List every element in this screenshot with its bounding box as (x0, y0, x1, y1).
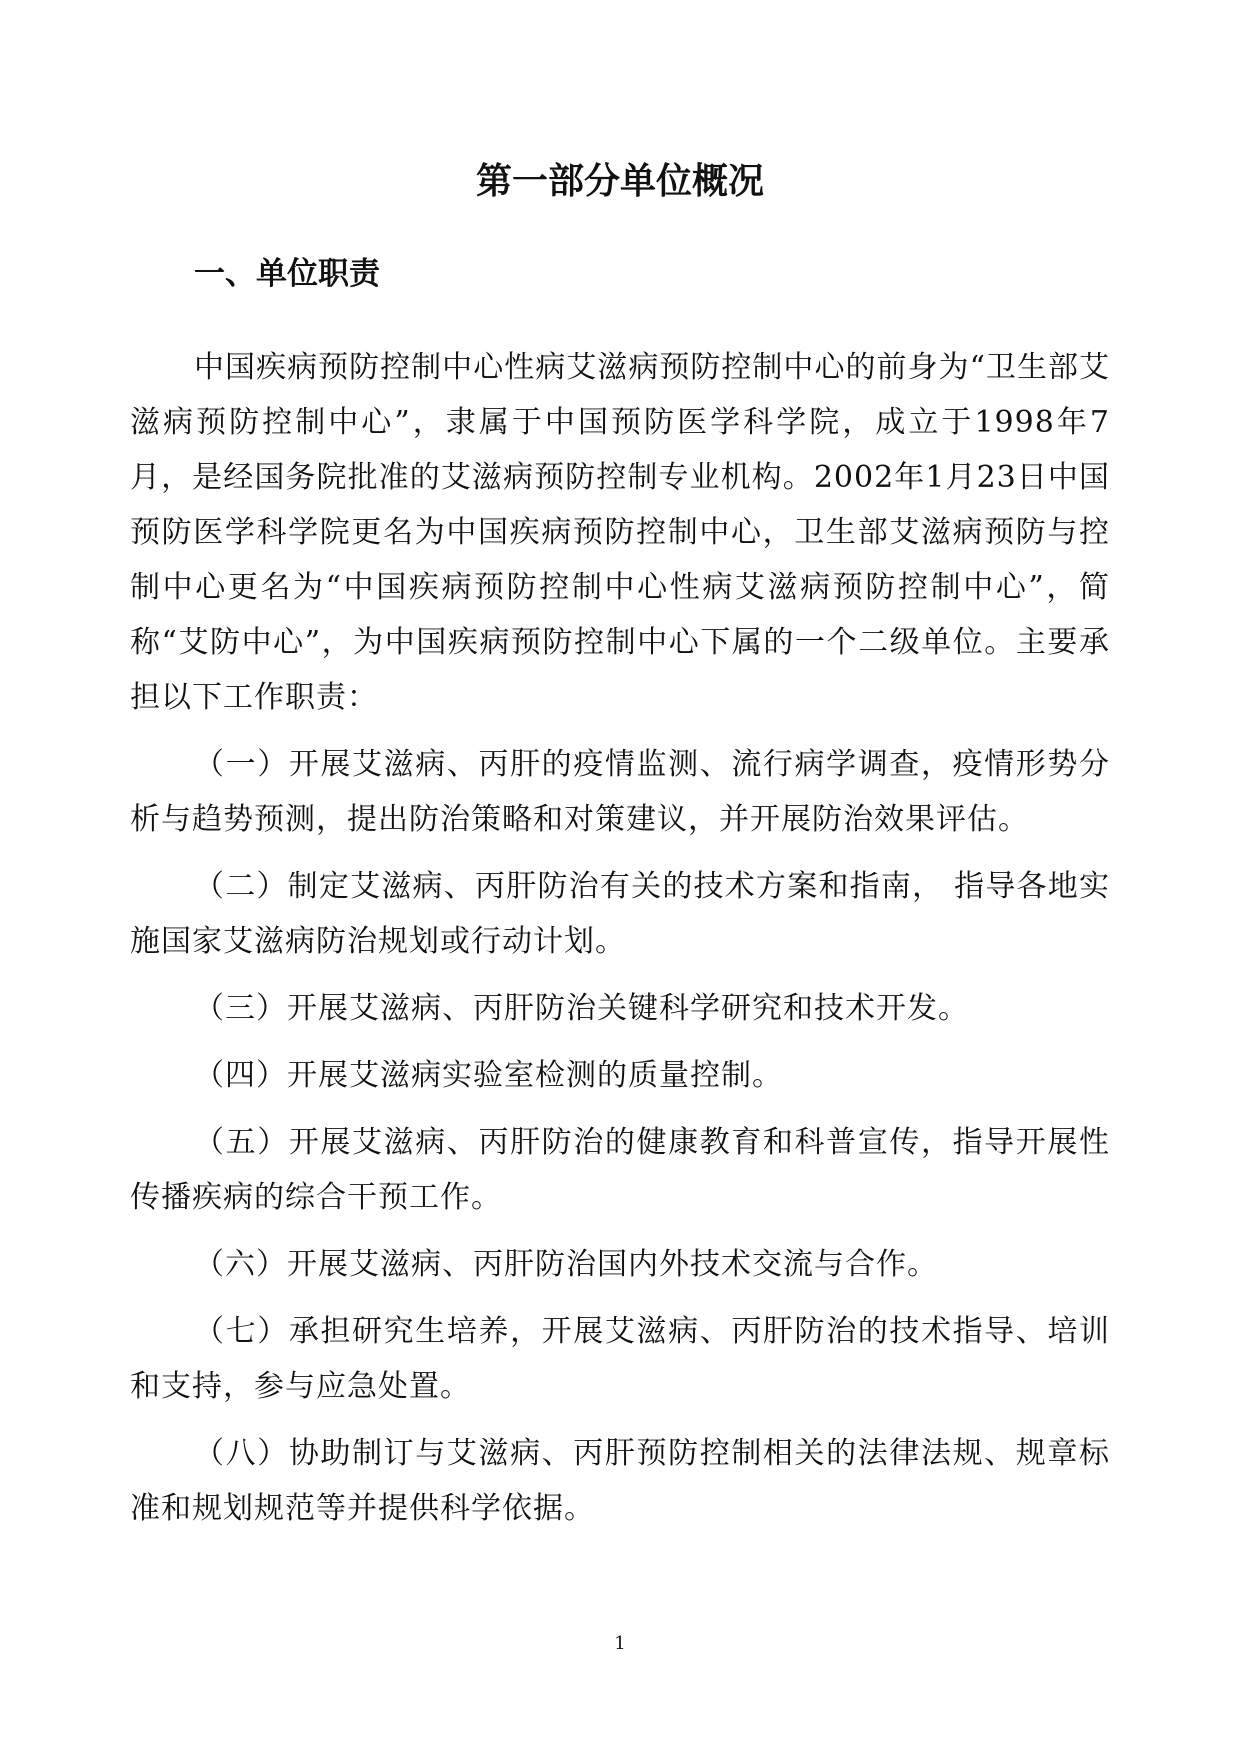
paragraph-duty-4: （四）开展艾滋病实验室检测的质量控制。 (194, 1058, 783, 1093)
paragraph-duty-5: （五）开展艾滋病、丙肝防治的健康教育和科普宣传，指导开展性传播疾病的综合干预工作。 (130, 1125, 1110, 1215)
section-heading: 一、单位职责 (194, 256, 380, 292)
paragraph-duty-1: （一）开展艾滋病、丙肝的疫情监测、流行病学调查，疫情形势分析与趋势预测，提出防治策略和对策建议，并开展防治效果评估。 (130, 747, 1110, 837)
body-text (130, 340, 1110, 1548)
paragraph-duty-7: （七）承担研究生培养，开展艾滋病、丙肝防治的技术指导、培训和支持，参与应急处置。 (130, 1314, 1110, 1404)
paragraph-duty-6: （六）开展艾滋病、丙肝防治国内外技术交流与合作。 (194, 1247, 938, 1282)
paragraph-duty-2: （二）制定艾滋病、丙肝防治有关的技术方案和指南， 指导各地实施国家艾滋病防治规划或行动计划。 (130, 869, 1110, 959)
page-number: 1 (614, 1633, 626, 1654)
document-title: 第一部分单位概况 (475, 161, 764, 202)
paragraph-duty-3: （三）开展艾滋病、丙肝防治关键科学研究和技术开发。 (194, 991, 969, 1026)
paragraph-intro: 中国疾病预防控制中心性病艾滋病预防控制中心的前身为“卫生部艾滋病预防控制中心”，隶属于中国预防医学科学院，成立于1998年7月，是经国务院批准的艾滋病预防控制专业机构。2002年1月23日中国预防医学科学院更名为中国疾病预防控制中心，卫生部艾滋病预防与控制中心更名为“中国疾病预防控制中心性病艾滋病预防控制中心”，简称“艾防中心”，为中国疾病预防控制中心下属的一个二级单位。主要承担以下工作职责： (130, 350, 1110, 715)
paragraph-duty-8: （八）协助制订与艾滋病、丙肝预防控制相关的法律法规、规章标准和规划规范等并提供科学依据。 (130, 1436, 1110, 1526)
